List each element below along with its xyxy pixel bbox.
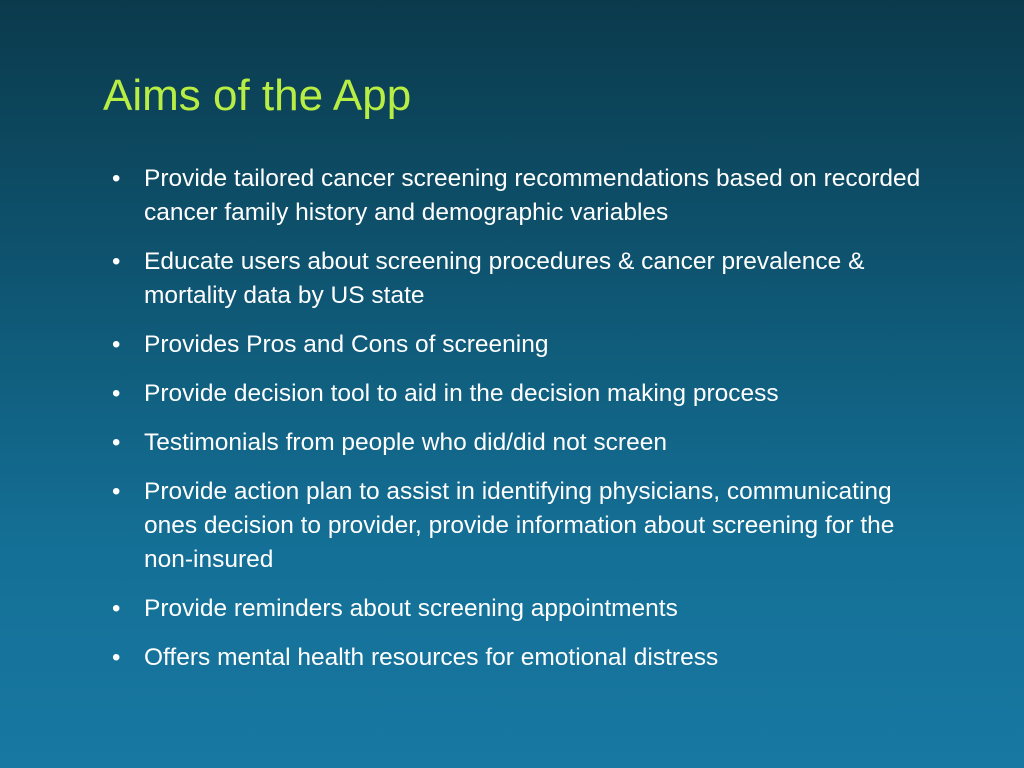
bullet-icon: •	[112, 165, 121, 192]
bullet-item	[112, 245, 932, 313]
bullet-icon: •	[112, 331, 121, 358]
bullet-icon: •	[112, 248, 121, 275]
bullet-item	[112, 328, 932, 362]
bullet-text: Offers mental health resources for emotional distress	[144, 644, 719, 671]
bullet-icon: •	[112, 595, 121, 622]
bullet-icon: •	[112, 478, 121, 505]
slide-title: Aims of the App	[103, 71, 412, 120]
bullet-item	[112, 426, 932, 460]
bullet-icon: •	[112, 644, 121, 671]
bullet-text: Provide decision tool to aid in the decision making process	[144, 380, 779, 407]
bullet-text: Provides Pros and Cons of screening	[144, 331, 549, 358]
bullet-icon: •	[112, 380, 121, 407]
bullet-item	[112, 377, 932, 411]
bullet-icon: •	[112, 429, 121, 456]
bullet-item	[112, 162, 932, 230]
bullet-item	[112, 592, 932, 626]
bullet-text: Provide tailored cancer screening recommendations based on recorded cancer family history and demographic variables	[144, 165, 921, 226]
bullet-text: Provide reminders about screening appointments	[144, 595, 678, 622]
bullet-item	[112, 641, 932, 675]
bullet-text: Testimonials from people who did/did not screen	[144, 429, 667, 456]
bullet-item	[112, 475, 932, 577]
bullet-text: Educate users about screening procedures & cancer prevalence & mortality data by US state	[144, 248, 865, 309]
bullet-list	[112, 162, 932, 690]
bullet-text: Provide action plan to assist in identifying physicians, communicating ones decision to provider, provide information about screening for the non-insured	[144, 478, 895, 573]
